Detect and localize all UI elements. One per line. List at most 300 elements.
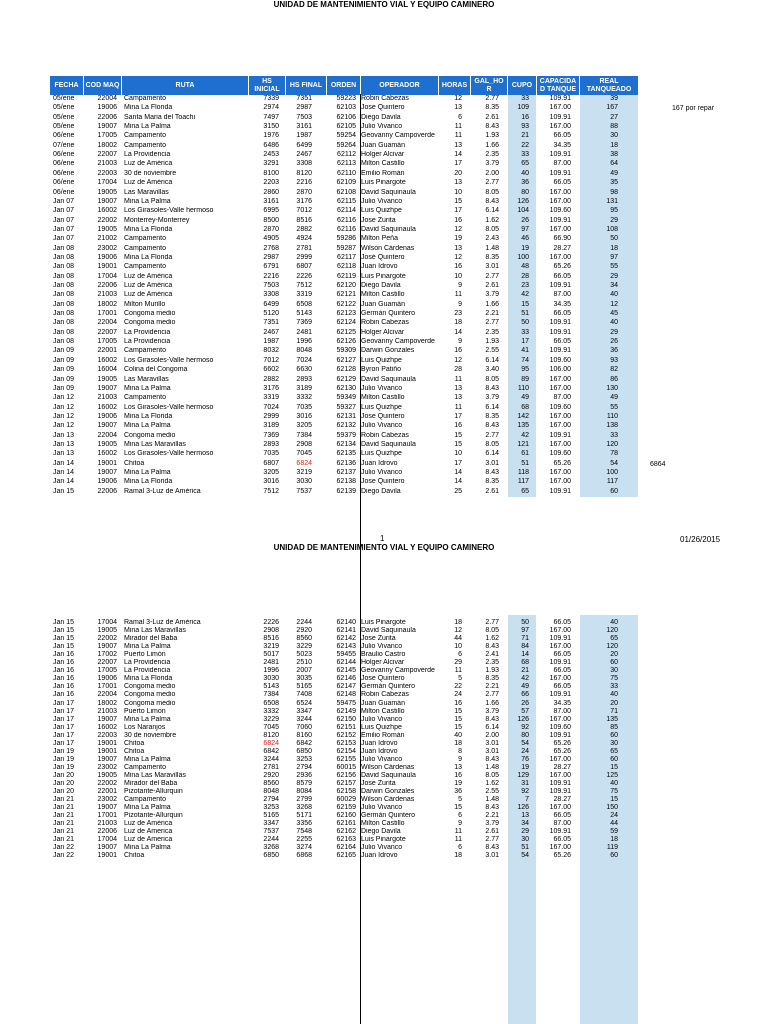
- cell-orden: 62110: [337, 169, 356, 177]
- table-row: [0, 667, 768, 675]
- cell-date: Jan 17: [53, 707, 75, 715]
- cell-gal-hor: 6.14: [485, 723, 499, 731]
- cell-operador: Germán Quintero: [361, 812, 416, 820]
- cell-ruta: Congoma medio: [124, 691, 176, 699]
- cell-horas: 15: [454, 431, 462, 439]
- cell-cupo: 19: [521, 763, 529, 771]
- cell-hs-final: 7408: [296, 691, 312, 699]
- table-row: [0, 319, 768, 327]
- cell-cod-maq: 23002: [97, 763, 117, 771]
- cell-date: Jan 22: [53, 852, 75, 860]
- cell-cupo: 26: [521, 699, 529, 707]
- cell-hs-inicial: 2216: [263, 272, 279, 280]
- cell-capacidad: 109.91: [549, 216, 571, 224]
- cell-date: Jan 19: [53, 747, 75, 755]
- table-row: [0, 404, 768, 412]
- cell-orden: 59287: [336, 244, 356, 252]
- cell-orden: 62128: [336, 366, 356, 374]
- table-row: [0, 170, 768, 178]
- cell-capacidad: 87.00: [553, 820, 571, 828]
- cell-capacidad: 167.00: [549, 755, 571, 763]
- cell-hs-inicial: 7339: [263, 95, 279, 102]
- cell-gal-hor: 2.77: [485, 95, 499, 102]
- cell-cod-maq: 16002: [97, 403, 117, 411]
- cell-hs-final: 6868: [296, 852, 312, 860]
- cell-hs-final: 3332: [296, 394, 312, 402]
- cell-cupo: 42: [521, 291, 529, 299]
- cell-cupo: 142: [517, 412, 529, 420]
- cell-horas: 17: [454, 412, 462, 420]
- cell-hs-inicial: 5120: [263, 310, 279, 318]
- cell-real-tanqueado: 38: [610, 151, 618, 159]
- cell-gal-hor: 2.21: [485, 683, 499, 691]
- cell-hs-inicial: 6791: [263, 263, 279, 271]
- cell-cupo: 42: [521, 431, 529, 439]
- cell-hs-final: 3268: [296, 804, 312, 812]
- cell-hs-inicial: 3319: [263, 394, 279, 402]
- cell-cod-maq: 21002: [97, 235, 117, 243]
- cell-operador: David Saquinaula: [361, 440, 416, 448]
- cell-hs-inicial: 3016: [263, 478, 279, 486]
- cell-horas: 23: [454, 310, 462, 318]
- table-row: [0, 198, 768, 206]
- cell-operador: Juan Idrovo: [361, 739, 398, 747]
- table-row: [0, 301, 768, 309]
- table-row: [0, 478, 768, 486]
- cell-orden: 62150: [336, 715, 356, 723]
- cell-hs-inicial: 3176: [263, 384, 279, 392]
- cell-hs-inicial: 3205: [263, 469, 279, 476]
- cell-gal-hor: 8.43: [485, 715, 499, 723]
- cell-ruta: Mina La Palma: [124, 804, 171, 812]
- cell-cupo: 84: [521, 643, 529, 651]
- cell-cupo: 51: [521, 844, 529, 852]
- table-row: [0, 273, 768, 281]
- table-row: [0, 820, 768, 828]
- cell-horas: 16: [454, 216, 462, 224]
- cell-hs-inicial: 3219: [263, 643, 279, 651]
- cell-hs-inicial: 8560: [263, 780, 279, 787]
- cell-ruta: Congoma medio: [124, 683, 176, 691]
- cell-capacidad: 167.00: [549, 375, 571, 383]
- cell-hs-inicial: 2203: [263, 179, 279, 187]
- cell-hs-inicial: 3150: [263, 123, 279, 131]
- cell-horas: 11: [454, 403, 462, 411]
- cell-gal-hor: 2.55: [485, 347, 499, 355]
- cell-orden: 62145: [336, 667, 356, 675]
- table-row: [0, 329, 768, 337]
- cell-cupo: 65: [521, 487, 529, 495]
- cell-orden: 62157: [336, 780, 356, 787]
- cell-cod-maq: 16004: [97, 366, 117, 374]
- cell-hs-inicial: 2226: [263, 619, 279, 626]
- cell-hs-final: 8516: [296, 216, 312, 224]
- cell-cupo: 23: [521, 282, 529, 289]
- cell-horas: 6: [458, 844, 462, 852]
- cell-horas: 5: [458, 675, 462, 683]
- cell-orden: 62123: [336, 310, 356, 318]
- cell-hs-inicial: 8032: [263, 347, 279, 355]
- cell-capacidad: 109.91: [549, 731, 571, 739]
- cell-ruta: Milton Murillo: [124, 300, 166, 308]
- cell-hs-inicial: 3308: [263, 291, 279, 299]
- cell-operador: Juan Guamán: [361, 300, 405, 308]
- cell-hs-inicial: 8048: [263, 788, 279, 796]
- cell-cod-maq: 17004: [97, 179, 117, 187]
- cell-date: Jan 21: [53, 796, 75, 804]
- cell-hs-inicial: 5017: [263, 651, 279, 659]
- cell-capacidad: 167.00: [549, 478, 571, 486]
- cell-date: Jan 07: [53, 197, 75, 205]
- cell-real-tanqueado: 33: [610, 431, 618, 439]
- cell-capacidad: 167.00: [549, 225, 571, 233]
- cell-hs-final: 8048: [296, 347, 312, 355]
- cell-gal-hor: 2.77: [485, 431, 499, 439]
- cell-ruta: Mina La Palma: [124, 123, 171, 131]
- cell-cupo: 46: [521, 235, 529, 243]
- cell-cod-maq: 21003: [97, 394, 117, 402]
- cell-hs-inicial: 2781: [263, 763, 279, 771]
- cell-hs-final: 2908: [296, 440, 312, 448]
- table-row: [0, 310, 768, 318]
- cell-ruta: Mina La Palma: [124, 469, 171, 476]
- cell-orden: 59455: [336, 651, 356, 659]
- table-row: [0, 347, 768, 355]
- cell-date: 05/ene: [53, 95, 75, 102]
- cell-hs-inicial: 7497: [263, 113, 279, 121]
- cell-gal-hor: 1.62: [485, 635, 499, 643]
- cell-date: 05/ene: [53, 123, 75, 131]
- cell-capacidad: 87.00: [553, 394, 571, 402]
- cell-cupo: 15: [521, 300, 529, 308]
- cell-operador: Milton Castillo: [361, 707, 405, 715]
- cell-gal-hor: 8.43: [485, 422, 499, 430]
- cell-horas: 16: [454, 422, 462, 430]
- cell-capacidad: 34.35: [553, 699, 571, 707]
- cell-operador: David Saquinaula: [361, 771, 416, 779]
- cell-cupo: 51: [521, 459, 529, 467]
- cell-ruta: Mina Las Maravillas: [124, 627, 186, 635]
- cell-gal-hor: 8.43: [485, 844, 499, 852]
- cell-gal-hor: 2.35: [485, 151, 499, 159]
- cell-real-tanqueado: 24: [610, 812, 618, 820]
- cell-date: Jan 16: [53, 667, 75, 675]
- cell-cod-maq: 19005: [97, 627, 117, 635]
- cell-capacidad: 109.60: [549, 207, 571, 215]
- cell-hs-inicial: 3291: [263, 160, 279, 168]
- cell-cod-maq: 16002: [97, 356, 117, 364]
- cell-ruta: Mina La Palma: [124, 715, 171, 723]
- cell-capacidad: 109.91: [549, 487, 571, 495]
- cell-ruta: Mina La Palma: [124, 197, 171, 205]
- table-row: [0, 488, 768, 496]
- cell-horas: 16: [454, 699, 462, 707]
- cell-gal-hor: 8.43: [485, 755, 499, 763]
- cell-horas: 10: [454, 188, 462, 196]
- table-row: [0, 635, 768, 643]
- cell-hs-inicial: 7351: [263, 319, 279, 327]
- cell-orden: 62152: [336, 731, 356, 739]
- cell-hs-inicial: 7512: [263, 487, 279, 495]
- cell-real-tanqueado: 65: [610, 747, 618, 755]
- table-row: [0, 338, 768, 346]
- cell-real-tanqueado: 119: [606, 844, 618, 852]
- cell-date: Jan 17: [53, 715, 75, 723]
- cell-hs-final: 2255: [296, 836, 312, 844]
- cell-date: Jan 07: [53, 235, 75, 243]
- cell-gal-hor: 3.79: [485, 707, 499, 715]
- cell-capacidad: 65.26: [553, 459, 571, 467]
- cell-cod-maq: 16002: [97, 723, 117, 731]
- table-row: [0, 724, 768, 732]
- cell-orden: 62137: [336, 469, 356, 476]
- cell-date: Jan 08: [53, 328, 75, 336]
- cell-horas: 13: [454, 394, 462, 402]
- cell-capacidad: 66.05: [553, 619, 571, 626]
- cell-ruta: Los Girasoles-Valle hermoso: [124, 356, 214, 364]
- cell-cod-maq: 19007: [97, 643, 117, 651]
- cell-horas: 13: [454, 244, 462, 252]
- cell-real-tanqueado: 120: [606, 643, 618, 651]
- cell-capacidad: 167.00: [549, 469, 571, 476]
- cell-real-tanqueado: 138: [606, 422, 618, 430]
- cell-operador: Julio Vivanco: [361, 197, 403, 205]
- cell-orden: 62160: [336, 812, 356, 820]
- cell-horas: 9: [458, 300, 462, 308]
- cell-cupo: 50: [521, 319, 529, 327]
- cell-date: Jan 15: [53, 619, 75, 626]
- cell-horas: 9: [458, 755, 462, 763]
- cell-horas: 9: [458, 338, 462, 346]
- cell-hs-inicial: 6602: [263, 366, 279, 374]
- table-row: [0, 796, 768, 804]
- table-row: [0, 235, 768, 243]
- cell-real-tanqueado: 30: [610, 132, 618, 140]
- table-row: [0, 788, 768, 796]
- cell-operador: Robin Cabezas: [361, 95, 409, 102]
- cell-real-tanqueado: 120: [606, 627, 618, 635]
- cell-capacidad: 167.00: [549, 771, 571, 779]
- cell-hs-inicial: 3161: [263, 197, 279, 205]
- cell-capacidad: 65.26: [553, 263, 571, 271]
- table-row: [0, 104, 768, 112]
- cell-cupo: 109: [517, 104, 529, 112]
- cell-horas: 11: [454, 667, 462, 675]
- cell-hs-inicial: 2908: [263, 627, 279, 635]
- cell-horas: 18: [454, 739, 462, 747]
- cell-hs-inicial: 6499: [263, 300, 279, 308]
- cell-cod-maq: 19006: [97, 412, 117, 420]
- cell-ruta: Puerto Limón: [124, 651, 166, 659]
- cell-gal-hor: 8.35: [485, 253, 499, 261]
- cell-orden: 59379: [336, 431, 356, 439]
- table-row: [0, 780, 768, 788]
- cell-date: Jan 17: [53, 731, 75, 739]
- cell-ruta: Mina La Palma: [124, 844, 171, 852]
- cell-gal-hor: 8.05: [485, 375, 499, 383]
- table-row: [0, 852, 768, 860]
- cell-operador: Luis Pinargote: [361, 179, 406, 187]
- table-row: [0, 217, 768, 225]
- cell-orden: 59475: [336, 699, 356, 707]
- cell-date: Jan 12: [53, 394, 75, 402]
- cell-date: Jan 08: [53, 291, 75, 299]
- cell-cod-maq: 21003: [97, 707, 117, 715]
- cell-gal-hor: 2.43: [485, 235, 499, 243]
- cell-gal-hor: 1.66: [485, 699, 499, 707]
- cell-real-tanqueado: 49: [610, 394, 618, 402]
- cell-ruta: Luz de América: [124, 160, 173, 168]
- cell-hs-final: 3274: [296, 844, 312, 852]
- cell-gal-hor: 1.93: [485, 667, 499, 675]
- cell-gal-hor: 1.66: [485, 141, 499, 149]
- cell-hs-inicial: 2882: [263, 375, 279, 383]
- cell-operador: David Saquinaula: [361, 188, 416, 196]
- cell-capacidad: 109.91: [549, 151, 571, 159]
- cell-gal-hor: 3.40: [485, 366, 499, 374]
- cell-ruta: Campamento: [124, 132, 167, 140]
- cell-orden: 62121: [336, 291, 356, 299]
- cell-cupo: 34: [521, 820, 529, 828]
- cell-cupo: 50: [521, 619, 529, 626]
- cell-operador: Julio Vivanco: [361, 643, 403, 651]
- cell-horas: 10: [454, 450, 462, 458]
- cell-ruta: Mirador del Baba: [124, 780, 178, 787]
- cell-hs-inicial: 3229: [263, 715, 279, 723]
- cell-cupo: 66: [521, 691, 529, 699]
- cell-cupo: 16: [521, 113, 529, 121]
- cell-gal-hor: 1.93: [485, 132, 499, 140]
- cell-capacidad: 167.00: [549, 253, 571, 261]
- cell-cod-maq: 22007: [97, 151, 117, 159]
- cell-orden: 62119: [337, 272, 356, 280]
- cell-capacidad: 167.00: [549, 675, 571, 683]
- cell-capacidad: 28.27: [553, 796, 571, 804]
- cell-orden: 62134: [336, 440, 356, 448]
- table-row: [0, 764, 768, 772]
- cell-operador: Milton Castillo: [361, 394, 405, 402]
- cell-orden: 62130: [336, 384, 356, 392]
- cell-hs-final: 7035: [296, 403, 312, 411]
- table-row: [0, 357, 768, 365]
- cell-hs-final: 2244: [296, 619, 312, 626]
- cell-date: Jan 17: [53, 739, 75, 747]
- cell-hs-final: 5171: [296, 812, 312, 820]
- header-hs-inicial: HS INICIAL: [249, 76, 285, 95]
- cell-cupo: 68: [521, 403, 529, 411]
- cell-hs-inicial: 3030: [263, 675, 279, 683]
- cell-hs-final: 2920: [296, 627, 312, 635]
- cell-capacidad: 109.91: [549, 635, 571, 643]
- cell-horas: 44: [454, 635, 462, 643]
- cell-operador: Darwin Gonzales: [361, 788, 415, 796]
- cell-operador: Geovanny Campoverde: [361, 338, 435, 346]
- cell-date: Jan 21: [53, 812, 75, 820]
- cell-horas: 18: [454, 319, 462, 327]
- cell-cod-maq: 22007: [97, 328, 117, 336]
- cell-hs-final: 8160: [296, 731, 312, 739]
- cell-hs-final: 2870: [296, 188, 312, 196]
- table-row: [0, 643, 768, 651]
- cell-cod-maq: 22001: [97, 347, 117, 355]
- cell-cod-maq: 22006: [97, 487, 117, 495]
- cell-horas: 14: [454, 469, 462, 476]
- cell-ruta: Puerto Limon: [124, 707, 166, 715]
- cell-date: Jan 08: [53, 253, 75, 261]
- cell-gal-hor: 6.14: [485, 356, 499, 364]
- table-row: [0, 700, 768, 708]
- cell-hs-final: 5165: [296, 683, 312, 691]
- table-row: [0, 189, 768, 197]
- cell-horas: 14: [454, 328, 462, 336]
- cell-date: Jan 20: [53, 771, 75, 779]
- cell-real-tanqueado: 40: [610, 291, 618, 299]
- cell-real-tanqueado: 40: [610, 691, 618, 699]
- cell-date: Jan 17: [53, 723, 75, 731]
- cell-real-tanqueado: 33: [610, 683, 618, 691]
- cell-hs-inicial: 2481: [263, 659, 279, 667]
- cell-real-tanqueado: 82: [610, 366, 618, 374]
- cell-ruta: Chitoa: [124, 852, 145, 860]
- cell-horas: 11: [454, 291, 462, 299]
- table-row: [0, 469, 768, 477]
- cell-real-tanqueado: 93: [610, 356, 618, 364]
- cell-gal-hor: 2.55: [485, 788, 499, 796]
- cell-hs-inicial: 7045: [263, 723, 279, 731]
- cell-capacidad: 66.05: [553, 667, 571, 675]
- cell-orden: 62124: [336, 319, 356, 327]
- cell-capacidad: 109.91: [549, 659, 571, 667]
- cell-hs-inicial: 3268: [263, 844, 279, 852]
- cell-real-tanqueado: 60: [610, 852, 618, 860]
- cell-ruta: Pizotante-Allurquin: [124, 812, 183, 820]
- cell-real-tanqueado: 125: [606, 771, 618, 779]
- cell-hs-inicial: 3244: [263, 755, 279, 763]
- cell-capacidad: 34.35: [553, 141, 571, 149]
- cell-real-tanqueado: 95: [610, 207, 618, 215]
- cell-cupo: 68: [521, 659, 529, 667]
- cell-hs-final: 8579: [296, 780, 312, 787]
- cell-cupo: 17: [521, 338, 529, 346]
- cell-capacidad: 66.05: [553, 310, 571, 318]
- cell-ruta: Mina La Florida: [124, 675, 173, 683]
- cell-horas: 15: [454, 723, 462, 731]
- cell-cupo: 30: [521, 836, 529, 844]
- cell-hs-inicial: 6995: [263, 207, 279, 215]
- cell-orden: 62136: [336, 459, 356, 467]
- cell-ruta: Congoma medio: [124, 319, 176, 327]
- cell-cod-maq: 19001: [97, 747, 117, 755]
- cell-hs-inicial: 6850: [263, 852, 279, 860]
- cell-real-tanqueado: 40: [610, 780, 618, 787]
- cell-gal-hor: 2.77: [485, 179, 499, 187]
- cell-ruta: Mina Las Maravillas: [124, 771, 186, 779]
- cell-ruta: Los Girasoles-Valle hermoso: [124, 207, 214, 215]
- cell-cod-maq: 19001: [97, 852, 117, 860]
- cell-ruta: La Providencia: [124, 659, 171, 667]
- cell-hs-final: 8084: [296, 788, 312, 796]
- cell-gal-hor: 2.77: [485, 319, 499, 327]
- cell-capacidad: 109.91: [549, 347, 571, 355]
- cell-hs-inicial: 2999: [263, 412, 279, 420]
- cell-cupo: 76: [521, 755, 529, 763]
- table-row: [0, 732, 768, 740]
- cell-real-tanqueado: 40: [610, 619, 618, 626]
- cell-cupo: 93: [521, 123, 529, 131]
- cell-hs-final: 7537: [296, 487, 312, 495]
- cell-horas: 29: [454, 659, 462, 667]
- cell-operador: Milton Castillo: [361, 820, 405, 828]
